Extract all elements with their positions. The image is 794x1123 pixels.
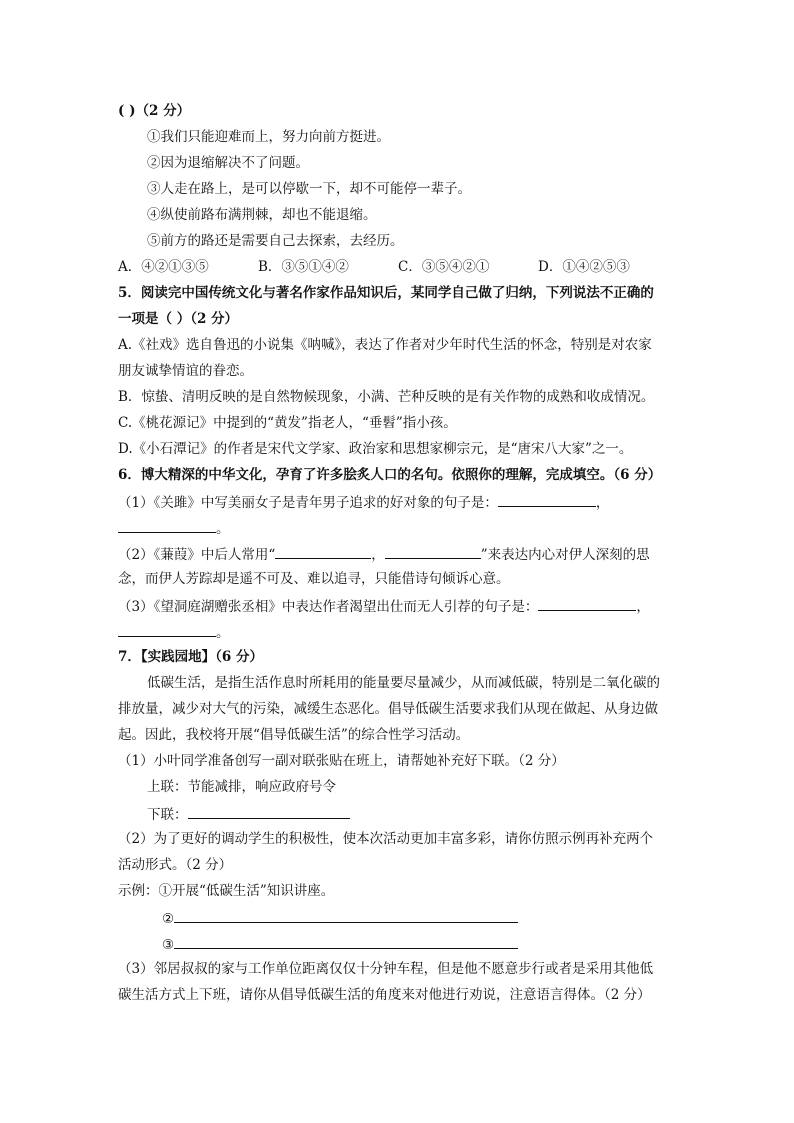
q6-part1-end: 。: [216, 521, 230, 537]
q5-option-a-line1: A.《社戏》选自鲁迅的小说集《呐喊》，表达了作者对少年时代生活的怀念，特别是对农家: [118, 337, 652, 353]
q7-part2-line1: （2）为了更好的调动学生的积极性，使本次活动更加丰富多彩，请你仿照示例再补充两个: [118, 831, 654, 847]
q6-part3-line1: [118, 596, 650, 616]
q7-item3-line: [162, 934, 518, 954]
q7-part3-line2: 碳生活方式上下班，请你从倡导低碳生活的角度来对他进行劝说，注意语言得体。（2 分）: [118, 987, 651, 1003]
q5-stem-line2: 一项是（ ）（2 分）: [118, 311, 239, 327]
q6-part2-post: ”来表达内心对伊人深刻的思: [480, 547, 650, 563]
q7-part3-line1: （3）邻居叔叔的家与工作单位距离仅仅十分钟车程，但是他不愿意步行或者是采用其他低: [118, 961, 654, 977]
q7-lower-couplet: [147, 804, 350, 824]
q5-option-d: D.《小石潭记》的作者是宋代文学家、政治家和思想家柳宗元，是“唐宋八大家”之一。: [118, 441, 633, 457]
answer-blank[interactable]: [118, 622, 216, 637]
answer-blank[interactable]: [174, 908, 518, 923]
q4-item-1: ①我们只能迎难而上，努力向前方挺进。: [147, 129, 390, 145]
q7-item2-line: [162, 908, 518, 928]
q6-part3-comma: ，: [636, 599, 650, 615]
answer-blank[interactable]: [275, 544, 371, 559]
answer-blank[interactable]: [538, 596, 636, 611]
answer-blank[interactable]: [498, 492, 596, 507]
q7-example: 示例：①开展“低碳生活”知识讲座。: [118, 883, 335, 899]
q7-part2-line2: 活动形式。（2 分）: [118, 857, 233, 873]
q4-stem: ( )（2 分）: [118, 103, 191, 119]
q6-part2-mid: ，: [371, 547, 385, 563]
q4-option-a: A．④②①③⑤: [118, 259, 209, 275]
q6-part1-line1: [118, 492, 609, 512]
answer-blank[interactable]: [188, 804, 350, 819]
answer-blank[interactable]: [174, 934, 518, 949]
q4-option-c: C．③⑤④②①: [398, 259, 490, 275]
q4-item-4: ④纵使前路布满荆棘，却也不能退缩。: [147, 207, 377, 223]
q5-option-b: B．惊蛰、清明反映的是自然物候现象，小满、芒种反映的是有关作物的成熟和收成情况。: [118, 389, 655, 405]
q5-stem-line1: 5．阅读完中国传统文化与著名作家作品知识后，某同学自己做了归纳，下列说法不正确的: [118, 285, 654, 301]
q7-part1: （1）小叶同学准备创写一副对联张贴在班上，请帮她补充好下联。（2 分）: [118, 753, 565, 769]
q7-intro-line1: 低碳生活，是指生活作息时所耗用的能量要尽量减少，从而减低碳，特别是二氧化碳的: [147, 675, 660, 691]
q4-item-5: ⑤前方的路还是需要自己去探索，去经历。: [147, 233, 404, 249]
q4-item-2: ②因为退缩解决不了问题。: [147, 155, 309, 171]
q6-part3-end: 。: [216, 625, 230, 641]
q5-option-a-line2: 朋友诚挚情谊的眷恋。: [118, 363, 253, 379]
q6-part3-line2: [118, 622, 230, 642]
q7-intro-line3: 起。因此，我校将开展“倡导低碳生活”的综合性学习活动。: [118, 727, 470, 743]
q7-title: 7．【实践园地】（6 分）: [118, 649, 263, 665]
q6-part2-pre: （2）《蒹葭》中后人常用“: [118, 547, 276, 563]
q7-item3-marker: ③: [162, 937, 175, 953]
answer-blank[interactable]: [118, 518, 216, 533]
q6-stem: 6．博大精深的中华文化，孕育了许多脍炙人口的名句。依照你的理解，完成填空。（6 分）: [118, 467, 662, 483]
q4-option-d: D．①④②⑤③: [538, 259, 630, 275]
q5-option-c: C.《桃花源记》中提到的“黄发”指老人，“垂髫”指小孩。: [118, 415, 457, 431]
q6-part2-line2: 念，而伊人芳踪却是遥不可及、难以追寻，只能借诗句倾诉心意。: [118, 571, 510, 587]
q7-intro-line2: 排放量，减少对大气的污染，减缓生态恶化。倡导低碳生活要求我们从现在做起、从身边做: [118, 701, 658, 717]
q6-part2-line1: [118, 544, 650, 564]
q7-upper-couplet: 上联：节能减排，响应政府号令: [147, 779, 336, 795]
q6-part1-line2: [118, 518, 230, 538]
q4-item-3: ③人走在路上，是可以停歇一下，却不可能停一辈子。: [147, 181, 471, 197]
q7-item2-marker: ②: [162, 911, 175, 927]
q6-part1-text: （1）《关雎》中写美丽女子是青年男子追求的好对象的句子是：: [118, 495, 498, 511]
q7-lower-label: 下联：: [147, 807, 188, 823]
answer-blank[interactable]: [385, 544, 481, 559]
q6-part1-comma: ，: [595, 495, 610, 511]
q4-option-b: B．③⑤①④②: [258, 259, 349, 275]
q6-part3-text: （3）《望洞庭湖赠张丞相》中表达作者渴望出仕而无人引荐的句子是：: [118, 599, 539, 615]
